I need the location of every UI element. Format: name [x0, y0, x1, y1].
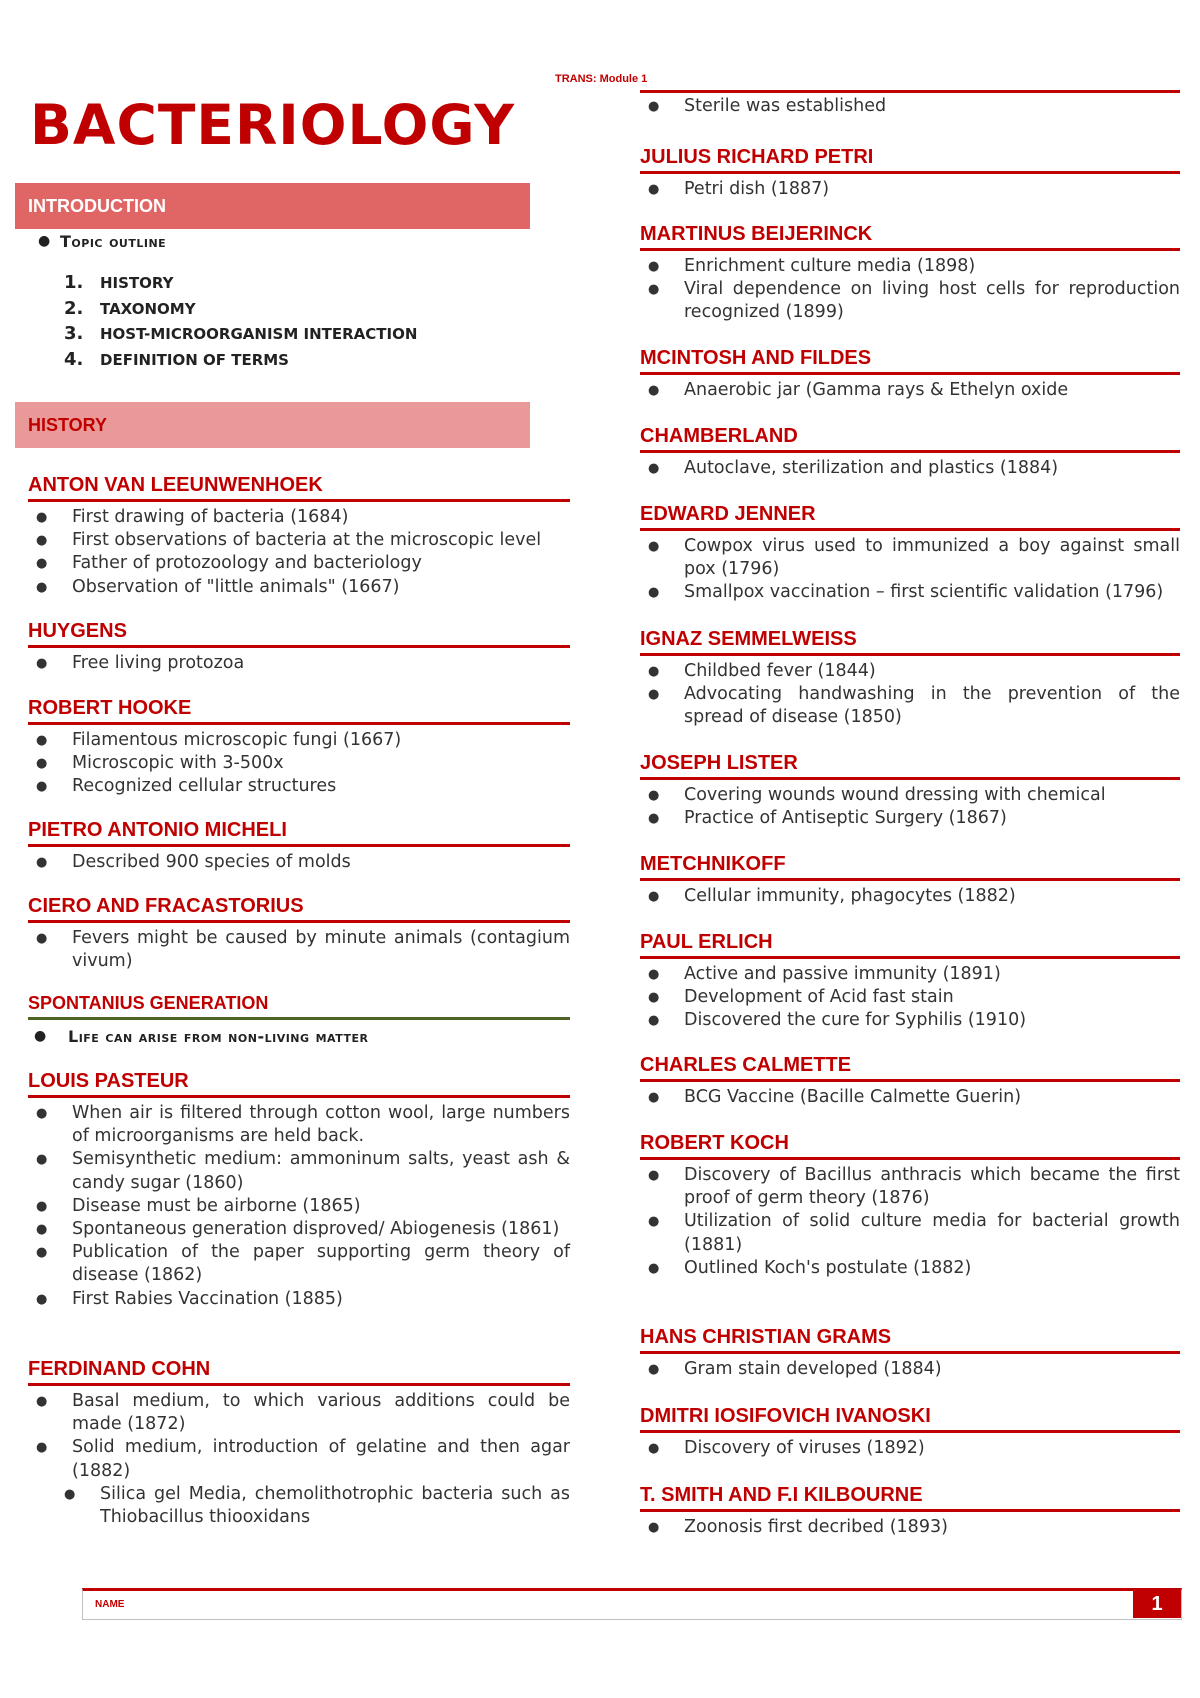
list-item: [28, 1436, 570, 1482]
person-name: CHAMBERLAND: [640, 425, 798, 447]
bullet-icon: ●: [648, 99, 660, 114]
person-name: MCINTOSH AND FILDES: [640, 347, 872, 369]
bullet-icon: ●: [648, 585, 660, 601]
person-name: IGNAZ SEMMELWEISS: [640, 628, 857, 650]
fact-text: First drawing of bacteria (1684): [72, 507, 349, 527]
list-item: [640, 1164, 1180, 1210]
outline-list: [38, 272, 528, 374]
bullet-icon: ●: [648, 1090, 660, 1105]
section-rule: [28, 920, 570, 923]
person-name: HANS CHRISTIAN GRAMS: [640, 1326, 892, 1348]
section-rule: [640, 878, 1180, 881]
bullet-icon: ●: [36, 656, 48, 671]
person-section: [28, 472, 570, 599]
bullet-icon: ●: [648, 383, 660, 398]
list-item: [640, 784, 1180, 807]
section-rule: [640, 1079, 1180, 1082]
fact-text: Childbed fever (1844): [684, 661, 876, 681]
bullet-icon: ●: [36, 1152, 48, 1168]
outline-text: HISTORY: [100, 274, 174, 292]
topic-outline-heading: [38, 228, 528, 254]
fact-text: Basal medium, to which various additions could be made (1872): [72, 1391, 570, 1435]
list-item: [28, 1390, 570, 1436]
outline-text: TAXONOMY: [100, 299, 196, 318]
fact-text: Discovery of Bacillus anthracis which became the first proof of germ theory (1876): [684, 1165, 1180, 1209]
list-item: [640, 278, 1180, 324]
section-rule: [640, 1157, 1180, 1160]
fact-text: Spontaneous generation disproved/ Abiogenesis (1861): [72, 1219, 560, 1240]
person-name: PIETRO ANTONIO MICHELI: [28, 819, 287, 841]
person-name: CHARLES CALMETTE: [640, 1054, 852, 1076]
bullet-icon: ●: [648, 687, 660, 703]
list-item: [28, 1288, 570, 1311]
bullet-icon: ●: [648, 1013, 660, 1029]
list-item: [640, 1358, 1180, 1381]
fact-list: [640, 660, 1180, 730]
fact-text: Free living protozoa: [72, 653, 245, 673]
fact-list: [640, 1437, 1180, 1460]
list-item: [640, 660, 1180, 683]
fact-list: [640, 255, 1180, 325]
fact-text: Microscopic with 3-500x: [72, 753, 284, 774]
fact-list: [28, 851, 570, 874]
fact-text: Autoclave, sterilization and plastics (1884): [684, 458, 1059, 478]
bullet-icon: ●: [36, 1440, 48, 1456]
person-section: [640, 1482, 1180, 1539]
section-rule: [640, 1351, 1180, 1354]
fact-list: [28, 506, 570, 599]
person-name: LOUIS PASTEUR: [28, 1070, 189, 1092]
bullet-icon: ●: [36, 510, 48, 525]
fact-list: [640, 1086, 1180, 1109]
person-name: JULIUS RICHARD PETRI: [640, 146, 874, 168]
list-item: [640, 1516, 1180, 1539]
bullet-icon: ●: [648, 1520, 660, 1535]
bullet-icon: ●: [648, 1168, 660, 1183]
fact-text: When air is filtered through cotton wool, large numbers of microorganisms are held back.: [72, 1103, 570, 1147]
bullet-icon: ●: [36, 1394, 48, 1409]
person-section: [640, 501, 1180, 605]
bullet-icon: ●: [648, 539, 660, 554]
header-rule: [640, 90, 1180, 93]
bullet-icon: ●: [648, 1214, 660, 1230]
bullet-icon: ●: [36, 579, 48, 595]
person-section: [28, 1356, 570, 1529]
person-section: [640, 1324, 1180, 1381]
fact-text: Enrichment culture media (1898): [684, 256, 976, 276]
fact-text: Publication of the paper supporting germ theory of disease (1862): [72, 1242, 570, 1286]
person-name: CIERO AND FRACASTORIUS: [28, 895, 304, 917]
list-item: [640, 457, 1180, 480]
bullet-icon: ●: [36, 779, 48, 795]
bullet-icon: ●: [36, 556, 48, 572]
fact-text: Filamentous microscopic fungi (1667): [72, 730, 402, 750]
bullet-icon: ●: [36, 1198, 48, 1214]
section-rule: [28, 722, 570, 725]
person-section: [640, 929, 1180, 1033]
list-item: [640, 581, 1180, 604]
list-item: [640, 963, 1180, 986]
bullet-icon: ●: [648, 282, 660, 298]
bullet-icon: ●: [648, 1362, 660, 1377]
bullet-icon: ●: [38, 233, 51, 249]
person-section: [28, 618, 570, 675]
section-rule: [640, 956, 1180, 959]
fact-list: [640, 95, 1180, 118]
fact-list: [640, 535, 1180, 605]
fact-list: [640, 784, 1180, 830]
fact-list: [28, 652, 570, 675]
section-rule: [640, 1509, 1180, 1512]
bullet-icon: ●: [34, 1028, 47, 1044]
outline-item: [38, 349, 528, 375]
bullet-icon: ●: [36, 1106, 48, 1121]
bullet-icon: ●: [36, 533, 48, 549]
fact-text: Smallpox vaccination – first scientific validation (1796): [684, 582, 1164, 603]
list-item: [28, 1024, 570, 1048]
fact-text: BCG Vaccine (Bacille Calmette Guerin): [684, 1087, 1022, 1107]
outline-item: [38, 298, 528, 324]
list-item: [28, 1483, 570, 1529]
person-section: [640, 1130, 1180, 1280]
list-item: [28, 775, 570, 798]
section-rule: [28, 1383, 570, 1386]
person-section: [640, 423, 1180, 480]
person-name: HUYGENS: [28, 620, 127, 642]
section-rule: [640, 450, 1180, 453]
fact-text: Recognized cellular structures: [72, 776, 337, 797]
fact-text: Semisynthetic medium: ammoninum salts, yeast ash & candy sugar (1860): [72, 1149, 570, 1193]
list-item: [640, 255, 1180, 278]
section-band-history: HISTORY: [15, 402, 530, 448]
list-item: [640, 379, 1180, 402]
list-item: [28, 851, 570, 874]
bullet-icon: ●: [64, 1486, 76, 1502]
person-section: [640, 221, 1180, 325]
fact-text: Advocating handwashing in the prevention of the spread of disease (1850): [684, 684, 1180, 728]
bullet-icon: ●: [36, 931, 48, 946]
fact-text: Viral dependence on living host cells for reproduction recognized (1899): [684, 279, 1180, 323]
fact-list: [28, 729, 570, 799]
list-item: [28, 506, 570, 529]
bullet-icon: ●: [648, 664, 660, 679]
footer-name-label: NAME: [95, 1599, 125, 1610]
outline-number: 4.: [64, 348, 84, 370]
section-rule: [28, 1017, 570, 1020]
list-item: [640, 1257, 1180, 1280]
fact-list: [640, 1164, 1180, 1280]
outline-item: [38, 323, 528, 349]
list-item: [640, 178, 1180, 201]
person-name: FERDINAND COHN: [28, 1358, 211, 1380]
fact-list: [640, 1358, 1180, 1381]
person-section: [640, 851, 1180, 908]
person-section: [28, 817, 570, 874]
list-item: [28, 576, 570, 599]
bullet-icon: ●: [648, 967, 660, 982]
fact-text: Cowpox virus used to immunized a boy against small pox (1796): [684, 536, 1180, 580]
fact-list: [640, 178, 1180, 201]
list-item: [640, 1009, 1180, 1032]
person-section: [640, 345, 1180, 402]
fact-text: Father of protozoology and bacteriology: [72, 553, 422, 574]
person-name: ROBERT HOOKE: [28, 697, 192, 719]
bullet-icon: ●: [648, 182, 660, 197]
list-item: [640, 807, 1180, 830]
list-item: [640, 683, 1180, 729]
person-name: MARTINUS BEIJERINCK: [640, 223, 873, 245]
list-item: [28, 652, 570, 675]
section-rule: [640, 171, 1180, 174]
fact-text: Utilization of solid culture media for bacterial growth (1881): [684, 1211, 1180, 1255]
fact-text: Silica gel Media, chemolithotrophic bacteria such as Thiobacillus thiooxidans: [100, 1483, 570, 1528]
list-item: [640, 986, 1180, 1009]
bullet-icon: ●: [648, 889, 660, 904]
person-name: JOSEPH LISTER: [640, 752, 798, 774]
outline-text: HOST-MICROORGANISM INTERACTION: [100, 325, 418, 343]
section-rule: [28, 1095, 570, 1098]
bullet-icon: ●: [36, 756, 48, 772]
person-name: PAUL ERLICH: [640, 931, 773, 953]
fact-text: Described 900 species of molds: [72, 852, 351, 872]
outline-number: 1.: [64, 272, 84, 293]
person-section: [28, 1068, 570, 1311]
fact-text: Gram stain developed (1884): [684, 1359, 942, 1379]
list-item: [28, 752, 570, 775]
person-name: ANTON VAN LEEUNWENHOEK: [28, 474, 323, 496]
bullet-icon: ●: [648, 1260, 660, 1276]
bullet-icon: ●: [648, 990, 660, 1006]
list-item: [28, 1102, 570, 1148]
bullet-icon: ●: [36, 1291, 48, 1307]
bullet-icon: ●: [36, 733, 48, 748]
outline-item: [38, 272, 528, 298]
bullet-icon: ●: [648, 259, 660, 274]
section-rule: [640, 653, 1180, 656]
person-name: DMITRI IOSIFOVICH IVANOSKI: [640, 1405, 931, 1427]
section-band-introduction: INTRODUCTION: [15, 183, 530, 229]
fact-text: Outlined Koch's postulate (1882): [684, 1257, 972, 1278]
person-name: METCHNIKOFF: [640, 853, 786, 875]
fact-list: [640, 885, 1180, 908]
section-rule: [640, 372, 1180, 375]
fact-text: Discovery of viruses (1892): [684, 1438, 925, 1458]
person-name: ROBERT KOCH: [640, 1132, 789, 1154]
list-item: [28, 927, 570, 973]
page-footer: [82, 1588, 1182, 1620]
person-name: T. SMITH AND F.I KILBOURNE: [640, 1484, 923, 1506]
person-name: EDWARD JENNER: [640, 503, 816, 525]
bullet-icon: ●: [648, 811, 660, 827]
fact-text: Cellular immunity, phagocytes (1882): [684, 886, 1016, 906]
list-item: [28, 529, 570, 552]
section-rule: [28, 645, 570, 648]
section-rule: [640, 528, 1180, 531]
section-rule: [28, 499, 570, 502]
person-section: [28, 893, 570, 973]
fact-text: First Rabies Vaccination (1885): [72, 1288, 343, 1309]
fact-list: [640, 963, 1180, 1033]
bullet-icon: ●: [648, 461, 660, 476]
list-item: [640, 1437, 1180, 1460]
list-item: [28, 729, 570, 752]
person-section: [640, 750, 1180, 830]
bullet-icon: ●: [36, 1245, 48, 1261]
fact-text: Fevers might be caused by minute animals (contagium vivum): [72, 928, 570, 972]
topic-outline: [38, 228, 528, 374]
fact-list: [28, 1390, 570, 1529]
fact-text: Observation of "little animals" (1667): [72, 576, 400, 597]
outline-text: DEFINITION OF TERMS: [100, 350, 289, 369]
topic-outline-label: Topic outline: [60, 231, 167, 251]
fact-list: [640, 379, 1180, 402]
section-rule: [640, 248, 1180, 251]
fact-text: First observations of bacteria at the microscopic level: [72, 530, 542, 551]
person-section: [640, 144, 1180, 201]
fact-text: Development of Acid fast stain: [684, 987, 954, 1008]
fact-text: Petri dish (1887): [684, 179, 830, 199]
section-rule: [28, 844, 570, 847]
fact-text: Discovered the cure for Syphilis (1910): [684, 1010, 1027, 1031]
person-name: SPONTANIUS GENERATION: [28, 993, 269, 1013]
module-label: TRANS: Module 1: [555, 73, 648, 85]
fact-text: Solid medium, introduction of gelatine and then agar (1882): [72, 1437, 570, 1481]
fact-text: Life can arise from non-living matter: [68, 1026, 369, 1046]
bullet-icon: ●: [36, 855, 48, 870]
list-item: [28, 1195, 570, 1218]
person-section: [28, 695, 570, 799]
bullet-icon: ●: [648, 788, 660, 803]
list-item: [640, 1086, 1180, 1109]
fact-text: Disease must be airborne (1865): [72, 1195, 361, 1216]
outline-number: 3.: [64, 323, 84, 344]
list-item: [28, 1148, 570, 1194]
fact-list: [28, 927, 570, 973]
fact-text: Zoonosis first decribed (1893): [684, 1517, 948, 1537]
bullet-icon: ●: [648, 1441, 660, 1456]
outline-number: 2.: [64, 297, 84, 319]
bullet-icon: ●: [36, 1222, 48, 1238]
list-item: [28, 552, 570, 575]
person-section: [640, 626, 1180, 730]
fact-list: [640, 1516, 1180, 1539]
person-section: [28, 990, 570, 1048]
person-section: [640, 1052, 1180, 1109]
person-section: [640, 1403, 1180, 1460]
fact-list: [28, 1102, 570, 1311]
page-number: 1: [1133, 1591, 1181, 1618]
list-item: [640, 1210, 1180, 1256]
list-item: [640, 95, 1180, 118]
section-rule: [640, 1430, 1180, 1433]
list-item: [640, 535, 1180, 581]
section-rule: [640, 777, 1180, 780]
fact-text: Active and passive immunity (1891): [684, 964, 1001, 984]
fact-text: Practice of Antiseptic Surgery (1867): [684, 808, 1007, 829]
fact-list: [640, 457, 1180, 480]
fact-text: Anaerobic jar (Gamma rays & Ethelyn oxide: [684, 380, 1069, 400]
list-item: [28, 1241, 570, 1287]
list-item: [28, 1218, 570, 1241]
fact-text: Covering wounds wound dressing with chemical: [684, 785, 1106, 805]
list-item: [640, 885, 1180, 908]
document-title: BACTERIOLOGY: [30, 93, 516, 157]
fact-text: Sterile was established: [684, 96, 887, 116]
